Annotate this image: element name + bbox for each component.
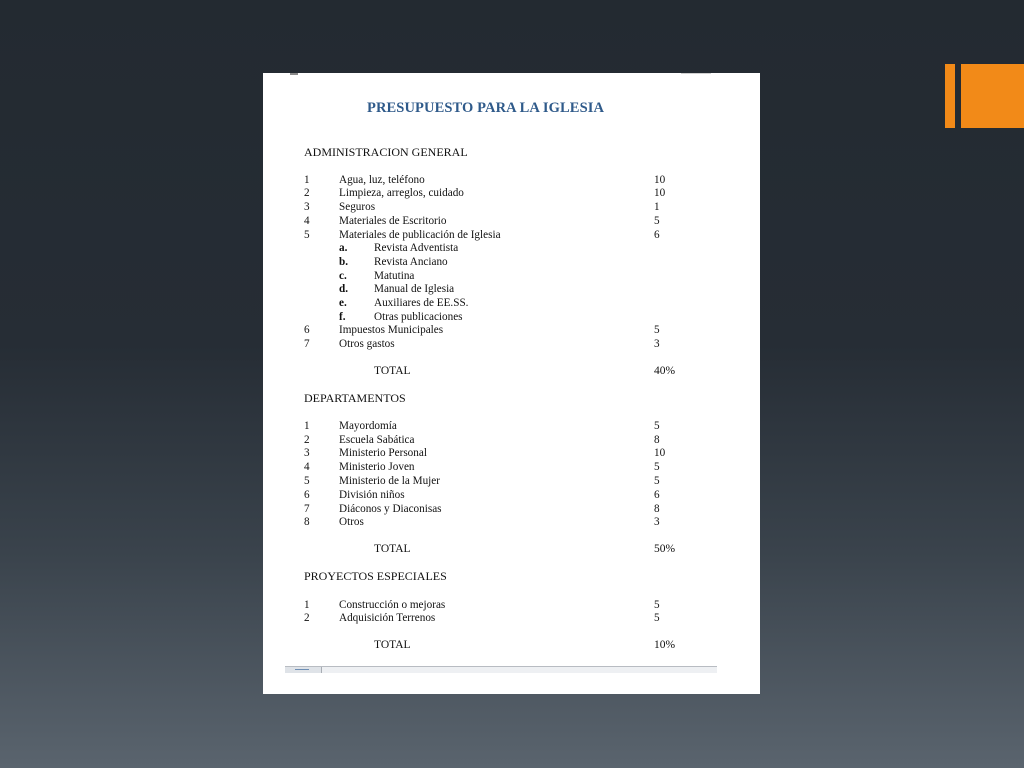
item-value: 10 (654, 187, 666, 199)
total-row (263, 364, 760, 378)
table-row (263, 598, 760, 612)
sub-list-item (263, 296, 760, 310)
sub-item-label: Revista Anciano (374, 256, 448, 268)
item-value: 5 (654, 612, 660, 624)
table-row (263, 173, 760, 187)
item-value: 6 (654, 229, 660, 241)
item-number: 8 (304, 516, 310, 528)
item-label: Ministerio Personal (339, 447, 427, 459)
item-value: 5 (654, 215, 660, 227)
table-row (263, 214, 760, 228)
page-top-mark (290, 73, 298, 75)
item-label: División niños (339, 489, 405, 501)
total-value: 50% (654, 543, 676, 555)
sub-item-label: Revista Adventista (374, 242, 459, 254)
item-number: 7 (304, 338, 310, 350)
item-label: Otros (339, 516, 364, 528)
item-label: Limpieza, arreglos, cuidado (339, 187, 464, 199)
item-value: 8 (654, 434, 660, 446)
item-number: 4 (304, 215, 310, 227)
item-label: Ministerio de la Mujer (339, 475, 440, 487)
total-row (263, 638, 760, 652)
item-value: 5 (654, 461, 660, 473)
item-number: 2 (304, 187, 310, 199)
item-value: 5 (654, 420, 660, 432)
table-row (263, 474, 760, 488)
table-row (263, 433, 760, 447)
item-label: Ministerio Joven (339, 461, 415, 473)
item-number: 1 (304, 599, 310, 611)
table-row (263, 460, 760, 474)
item-value: 3 (654, 516, 660, 528)
item-value: 10 (654, 447, 666, 459)
item-label: Mayordomía (339, 420, 397, 432)
item-value: 5 (654, 599, 660, 611)
section-heading-proyectos: PROYECTOS ESPECIALES (304, 569, 447, 583)
item-number: 6 (304, 489, 310, 501)
sub-list-item (263, 241, 760, 255)
accent-bar-thin (945, 64, 955, 128)
table-row (263, 200, 760, 214)
item-label: Materiales de publicación de Iglesia (339, 229, 501, 241)
item-number: 5 (304, 229, 310, 241)
item-number: 4 (304, 461, 310, 473)
item-value: 5 (654, 324, 660, 336)
item-number: 2 (304, 612, 310, 624)
item-value: 8 (654, 503, 660, 515)
total-label: TOTAL (374, 543, 411, 555)
status-bar-tab (285, 667, 322, 673)
item-number: 3 (304, 201, 310, 213)
item-label: Materiales de Escritorio (339, 215, 447, 227)
item-label: Diáconos y Diaconisas (339, 503, 442, 515)
total-value: 40% (654, 365, 676, 377)
sub-item-letter: f. (339, 311, 346, 323)
item-number: 7 (304, 503, 310, 515)
item-label: Otros gastos (339, 338, 395, 350)
item-value: 10 (654, 174, 666, 186)
item-value: 1 (654, 201, 660, 213)
total-value: 10% (654, 639, 676, 651)
sub-item-letter: a. (339, 242, 348, 254)
table-row (263, 611, 760, 625)
section-heading-administracion: ADMINISTRACION GENERAL (304, 145, 468, 159)
document-status-bar (285, 666, 717, 673)
sub-item-letter: c. (339, 270, 347, 282)
status-bar-mark (295, 669, 309, 670)
sub-item-label: Manual de Iglesia (374, 283, 455, 295)
item-value: 3 (654, 338, 660, 350)
document-page (263, 73, 760, 694)
item-label: Seguros (339, 201, 376, 213)
item-value: 5 (654, 475, 660, 487)
total-label: TOTAL (374, 365, 411, 377)
document-title: PRESUPUESTO PARA LA IGLESIA (367, 100, 605, 116)
table-row (263, 488, 760, 502)
sub-item-letter: e. (339, 297, 347, 309)
table-row (263, 323, 760, 337)
table-row (263, 502, 760, 516)
item-number: 2 (304, 434, 310, 446)
item-label: Escuela Sabática (339, 434, 415, 446)
total-row (263, 542, 760, 556)
sub-list-item (263, 255, 760, 269)
item-label: Agua, luz, teléfono (339, 174, 425, 186)
item-value: 6 (654, 489, 660, 501)
table-row (263, 515, 760, 529)
sub-item-label: Auxiliares de EE.SS. (374, 297, 469, 309)
section-heading-departamentos: DEPARTAMENTOS (304, 391, 406, 405)
item-label: Construcción o mejoras (339, 599, 446, 611)
item-label: Adquisición Terrenos (339, 612, 436, 624)
sub-list-item (263, 282, 760, 296)
sub-item-label: Matutina (374, 270, 415, 282)
table-row (263, 419, 760, 433)
sub-item-label: Otras publicaciones (374, 311, 463, 323)
item-label: Impuestos Municipales (339, 324, 444, 336)
item-number: 1 (304, 174, 310, 186)
total-label: TOTAL (374, 639, 411, 651)
sub-item-letter: d. (339, 283, 349, 295)
item-number: 3 (304, 447, 310, 459)
sub-list-item (263, 269, 760, 283)
item-number: 6 (304, 324, 310, 336)
accent-bar-block (961, 64, 1024, 128)
table-row (263, 446, 760, 460)
table-row (263, 186, 760, 200)
item-number: 1 (304, 420, 310, 432)
table-row (263, 337, 760, 351)
item-number: 5 (304, 475, 310, 487)
sub-list-item (263, 310, 760, 324)
page-top-line (681, 73, 711, 74)
sub-item-letter: b. (339, 256, 349, 268)
table-row (263, 228, 760, 242)
